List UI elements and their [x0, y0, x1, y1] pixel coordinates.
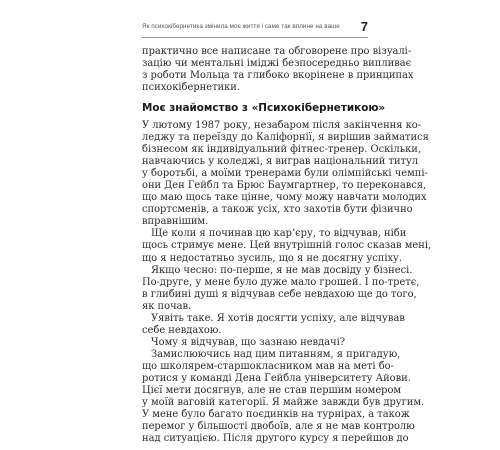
text-line: Якщо чесно: по-перше, я не мав досвіду у бізнесі. [151, 264, 413, 276]
text-line: що школярем-старшокласником мав на меті бо- [142, 360, 394, 372]
text-line: у боротьбі, а моїми тренерами були олімпійські чемпі- [142, 168, 428, 180]
text-line: бізнесом як індивідуальний фітнес-тренер. Оскільки, [142, 144, 421, 156]
text-line: леджу та переїзду до Каліфорнії, я вирішив займатися [142, 132, 429, 144]
text-line: У лютому 1987 року, незабаром після закінчення ко- [142, 120, 422, 131]
text-line: зацію чи ментальні іміджі безпосередньо випливає [142, 58, 412, 70]
text-line: щось стримує мене. Цей внутрішній голос сказав мені, [142, 240, 432, 252]
text-line: що маю щось таке цінне, чому можу навчати молодих [142, 192, 427, 204]
text-line: в глибині душі я відчував себе невдахою ще до того, [142, 288, 417, 300]
running-title: Як психокібернетика змінила моє життя і саме так вплине на ваше [142, 23, 340, 30]
page-number: 7 [360, 19, 368, 34]
section-heading: Моє знайомство з «Психокібернетикою» [142, 102, 386, 114]
running-header [142, 19, 368, 38]
text-line: Уявіть таке. Я хотів досягти успіху, але відчував [151, 312, 405, 324]
text-line: спортсменів, а також усіх, хто захотів бути фізично [142, 204, 413, 216]
text-line: вправнішим. [142, 216, 209, 228]
intro-paragraph [142, 46, 414, 94]
text-line: практично все написане та обговорене про візуалі- [142, 46, 412, 57]
text-line: Цієї мети досягнув, але не став першим номером [142, 385, 402, 397]
text-line: перемог у більшості двобоїв, але я не мав контролю [142, 421, 415, 433]
text-line: над ситуацією. Після другого курсу я перейшов до [142, 433, 409, 445]
text-line: що я недостатньо зусиль, що я не досягну успіху. [142, 252, 402, 264]
body-text [142, 120, 432, 445]
text-line: Ще коли я починав цю кар’єру, то відчував, ніби [151, 228, 407, 240]
text-line: По-друге, у мене було дуже мало грошей. І по-третє, [142, 276, 420, 288]
text-line: навчаючись у коледжі, я виграв національний титул [142, 156, 419, 168]
text-line: себе невдахою. [142, 324, 222, 336]
text-line: они Ден Гейбл та Брюс Баумгартнер, то переконався, [142, 180, 427, 192]
text-line: з роботи Мольца та глибоко вкорінене в принципах [142, 70, 414, 82]
text-line: У мене було багато поєдинків на турнірах, а також [142, 409, 410, 421]
text-line: Чому я відчував, що зазнаю невдачі? [151, 336, 346, 348]
text-line: ротися у команді Дена Гейбла університету Айови. [142, 372, 411, 384]
text-line: психокібернетики. [142, 82, 241, 94]
text-line: як почав. [142, 300, 192, 312]
text-line: у моїй ваговій категорії. Я майже завжди був другим. [142, 397, 425, 409]
text-line: Замислюючись над цим питанням, я пригадую, [151, 348, 401, 360]
